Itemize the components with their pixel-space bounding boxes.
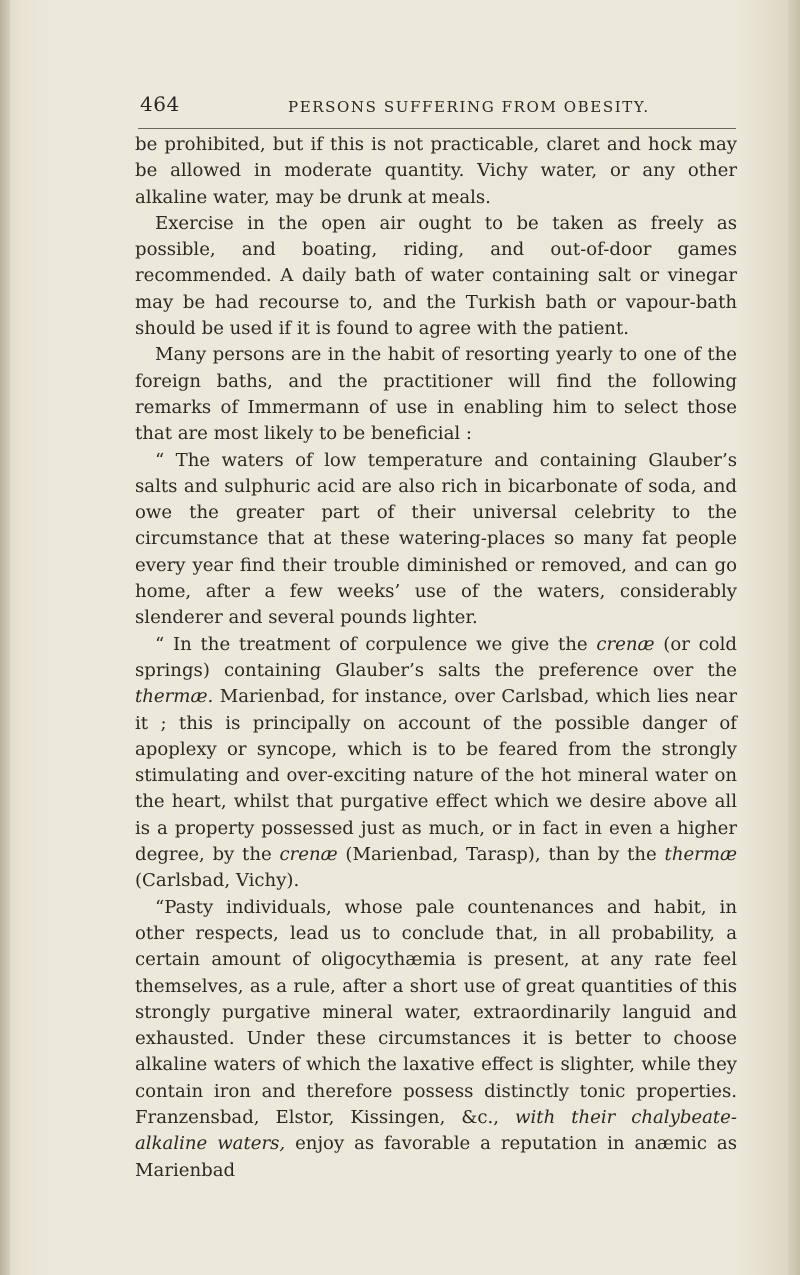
paragraph-5-quote	[135, 632, 737, 895]
page-spine-shadow	[0, 0, 10, 1275]
paragraph-6-text-1: “Pasty individuals, whose pale countenances and habit, in other respects, lead us to conclude that, in all probability, a certain amount of oligocythæmia is present, at any rate feel themselves, as a rule, after a short use of great quantities of this strongly purgative mineral water, extraordinarily languid and exhausted. Under these circumstances it is better to choose alkaline waters of which the laxative effect is slighter, while they contain iron and therefore possess distinctly tonic properties. Franzensbad, Elstor, Kissingen, &c.,	[135, 896, 737, 1128]
paragraph-2: Exercise in the open air ought to be taken as freely as possible, and boating, riding, and out-of-door games recommended. A daily bath of water containing salt or vinegar may be had recourse to, and the Turkish bath or vapour-bath should be used if it is found to agree with the patient.	[135, 212, 737, 340]
page-edge-shadow	[788, 0, 800, 1275]
paragraph-3: Many persons are in the habit of resorting yearly to one of the foreign baths, and the practitioner will find the following remarks of Immermann of use in enabling him to select those that are most likely to be beneficial :	[135, 344, 737, 445]
paragraph-5-text-3: Marienbad, for instance, over Carlsbad, which lies near it ; this is principally on account of the possible danger of apoplexy or syncope, which is to be feared from the strongly stimulating and over-exciting nature of the hot mineral water on the heart, whilst that purgative effect which we desire above all is a property possessed just as much, or in fact in even a higher degree, by the	[135, 686, 737, 866]
body-text	[135, 132, 737, 1184]
paragraph-6-text-2: enjoy as favorable a reputation in anæmic as Marienbad	[135, 1133, 737, 1181]
paragraph-5-text-5: (Carlsbad, Vichy).	[135, 870, 300, 892]
paragraph-5-text-1: “ In the treatment of corpulence we give the	[155, 633, 597, 655]
paragraph-5-text-4: (Marienbad, Tarasp), than by the	[337, 844, 665, 866]
header-rule	[138, 128, 736, 129]
paragraph-4-quote: “ The waters of low temperature and containing Glauber’s salts and sulphuric acid are also rich in bicarbonate of soda, and owe the greater part of their universal celebrity to the circumstance that at these watering-places so many fat people every year find their trouble diminished or removed, and can go home, after a few weeks’ use of the waters, considerably slenderer and several pounds lighter.	[135, 449, 737, 629]
page-number: 464	[140, 92, 180, 116]
paragraph-6-italic-1: with their chalybeate-alkaline waters,	[135, 1106, 737, 1155]
running-head: PERSONS SUFFERING FROM OBESITY.	[288, 98, 650, 116]
paragraph-5-italic-4: thermæ	[664, 844, 737, 866]
paragraph-5-italic-2: thermæ.	[135, 686, 214, 708]
page-header	[140, 92, 740, 122]
paragraph-5-text-2: (or cold springs) containing Glauber’s salts the preference over the	[135, 633, 737, 681]
paragraph-5-italic-3: crenæ	[279, 844, 338, 866]
paragraph-6-quote	[135, 895, 737, 1184]
paragraph-5-italic-1: crenæ	[596, 633, 655, 655]
paragraph-1: be prohibited, but if this is not practicable, claret and hock may be allowed in moderate quantity. Vichy water, or any other alkaline water, may be drunk at meals.	[135, 134, 737, 208]
